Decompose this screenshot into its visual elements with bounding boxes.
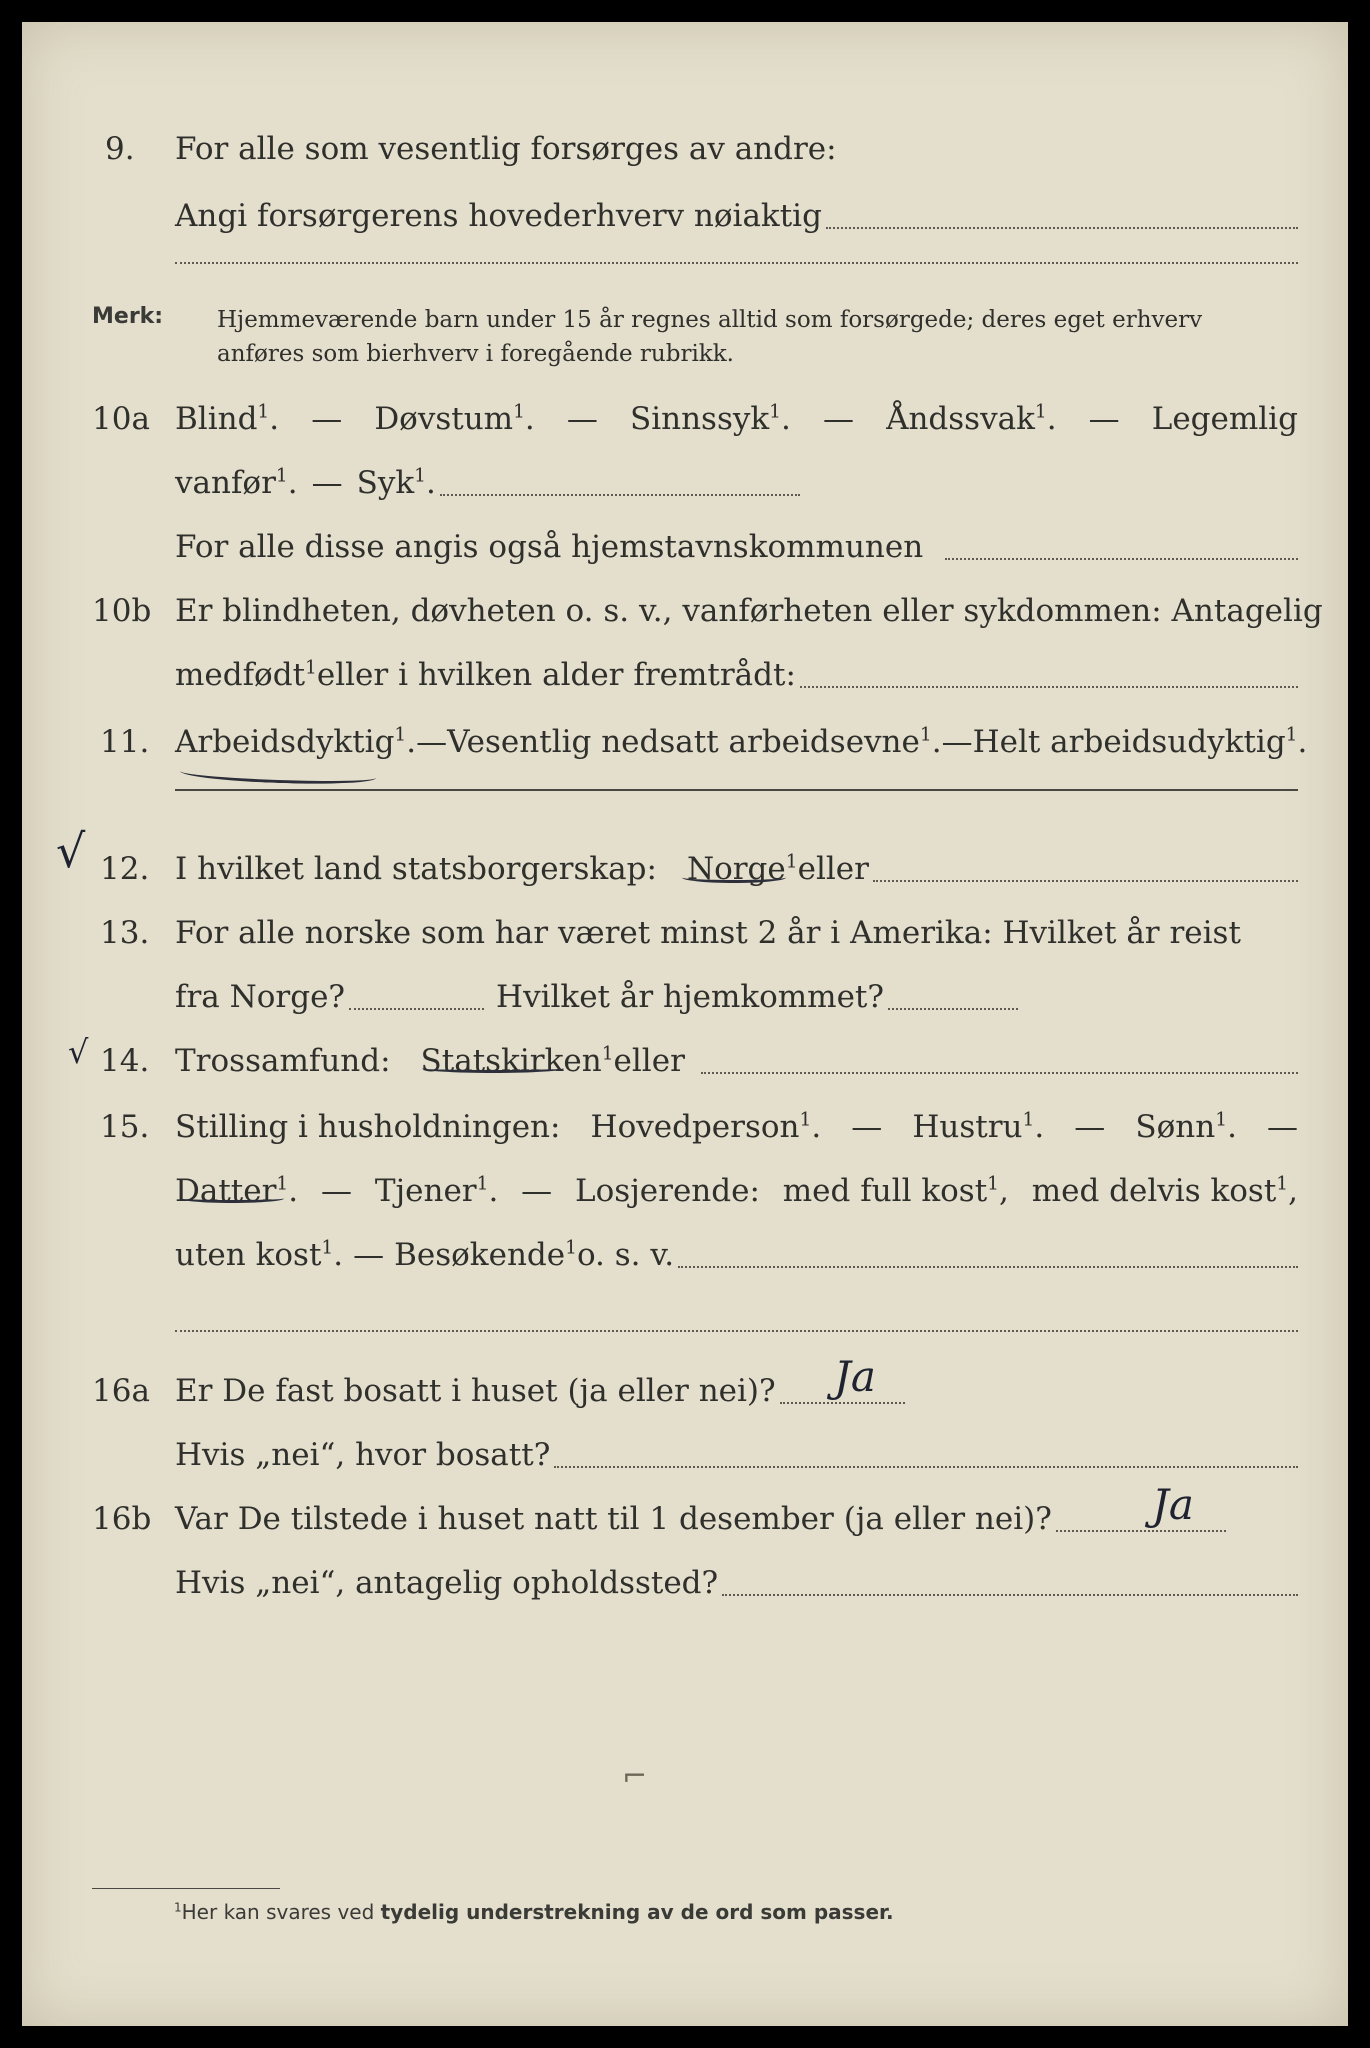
question-number: 16b bbox=[92, 1501, 152, 1537]
handwritten-underline bbox=[422, 1064, 564, 1073]
answer-blank[interactable] bbox=[888, 1008, 1018, 1010]
option-tjener: Tjener$^1$. bbox=[374, 1173, 499, 1209]
option-uten-kost: uten kost$^1$. bbox=[175, 1237, 344, 1273]
option-vanfor: vanfør$^1$. bbox=[175, 465, 298, 501]
question-number: 16a bbox=[92, 1373, 150, 1409]
note-text-line-2: anføres som bierhverv i foregående rubrikk. bbox=[217, 341, 734, 367]
question-text: Er blindheten, døvheten o. s. v., vanførheten eller sykdommen: Antagelig bbox=[175, 593, 1323, 629]
footnote: $^1$Her kan svares ved tydelig understrekning av de ord som passer. bbox=[174, 1900, 894, 1924]
answer-blank[interactable] bbox=[945, 558, 1298, 560]
question-number: 12. bbox=[100, 851, 150, 887]
check-mark-icon: √ bbox=[56, 824, 86, 878]
answer-blank[interactable] bbox=[678, 1266, 1298, 1268]
option-delvis-kost: med delvis kost$^1$, bbox=[1031, 1173, 1298, 1209]
question-number: 10a bbox=[92, 401, 150, 437]
question-15-line-1 bbox=[22, 1100, 1348, 1154]
question-text: For alle som vesentlig forsørges av andre: bbox=[175, 131, 837, 167]
handwritten-answer: Ja bbox=[834, 1352, 876, 1401]
question-number: 15. bbox=[100, 1109, 150, 1145]
option-helt-arbeidsudyktig: Helt arbeidsudyktig$^1$. bbox=[972, 724, 1308, 760]
question-13-line-1 bbox=[22, 906, 1348, 960]
question-text: Hvis „nei“, antagelig opholdssted? bbox=[175, 1565, 719, 1601]
footnote-rule bbox=[92, 1888, 280, 1889]
question-15-line-2 bbox=[22, 1164, 1348, 1218]
question-number: 13. bbox=[100, 915, 150, 951]
option-arbeidsdyktig: Arbeidsdyktig$^1$. bbox=[175, 724, 417, 760]
answer-blank[interactable] bbox=[826, 227, 1298, 229]
dash: — bbox=[941, 724, 973, 760]
question-9-line-2 bbox=[22, 189, 1348, 243]
answer-blank[interactable] bbox=[440, 494, 800, 496]
option-besokende: Besøkende$^1$ bbox=[394, 1237, 577, 1273]
dash: — bbox=[521, 1173, 553, 1209]
dash: — bbox=[851, 1109, 883, 1145]
question-text: fra Norge? bbox=[175, 979, 346, 1015]
option-syk: Syk$^1$. bbox=[356, 465, 436, 501]
question-text: I hvilket land statsborgerskap: bbox=[175, 851, 657, 887]
dash: — bbox=[311, 465, 343, 501]
option-datter: Datter$^1$. bbox=[175, 1173, 299, 1209]
question-16a-line-2 bbox=[22, 1428, 1348, 1482]
question-text: eller bbox=[797, 851, 869, 887]
question-text: For alle norske som har været minst 2 år i Amerika: Hvilket år reist bbox=[175, 915, 1241, 951]
dash: — bbox=[353, 1237, 385, 1273]
answer-blank[interactable] bbox=[722, 1594, 1298, 1596]
question-10a-line-2 bbox=[22, 456, 1348, 510]
answer-blank[interactable] bbox=[554, 1466, 1298, 1468]
option-legemlig: Legemlig bbox=[1151, 401, 1298, 437]
question-text: Trossamfund: bbox=[175, 1043, 391, 1079]
dash: — bbox=[822, 401, 854, 437]
note-label: Merk: bbox=[92, 304, 164, 329]
option-hovedperson: Hovedperson$^1$. bbox=[590, 1109, 822, 1145]
section-rule bbox=[175, 789, 1298, 791]
question-10b-line-2 bbox=[22, 648, 1348, 702]
question-text: o. s. v. bbox=[576, 1237, 675, 1273]
question-number: 14. bbox=[100, 1043, 150, 1079]
option-losjerende: Losjerende: bbox=[575, 1173, 760, 1209]
check-mark-icon: √ bbox=[68, 1033, 89, 1071]
question-text: Er De fast bosatt i huset (ja eller nei)? bbox=[175, 1373, 776, 1409]
question-9-line-1 bbox=[22, 122, 1348, 176]
question-text: eller bbox=[613, 1043, 685, 1079]
dash: — bbox=[311, 401, 343, 437]
question-number: 10b bbox=[92, 593, 152, 629]
question-13-line-2 bbox=[22, 970, 1348, 1024]
option-medfodt: medfødt$^1$ bbox=[175, 657, 317, 693]
answer-blank[interactable] bbox=[780, 1402, 905, 1404]
dash: — bbox=[1088, 401, 1120, 437]
dash: — bbox=[1267, 1109, 1298, 1145]
question-16b-line-1 bbox=[22, 1492, 1348, 1546]
question-15-line-3 bbox=[22, 1228, 1348, 1282]
question-text: Angi forsørgerens hovederhverv nøiaktig bbox=[175, 198, 822, 234]
option-sinnssyk: Sinnssyk$^1$. bbox=[629, 401, 791, 437]
question-10a-line-3 bbox=[22, 520, 1348, 574]
dash: — bbox=[566, 401, 598, 437]
answer-blank-rule[interactable] bbox=[175, 1330, 1298, 1332]
question-14-line bbox=[22, 1034, 1348, 1088]
question-text: Hvilket år hjemkommet? bbox=[496, 979, 885, 1015]
dash: — bbox=[1074, 1109, 1106, 1145]
question-10a-line-1 bbox=[22, 392, 1348, 446]
question-12-line bbox=[22, 842, 1348, 896]
option-full-kost: med full kost$^1$, bbox=[782, 1173, 1009, 1209]
option-andssvak: Åndssvak$^1$. bbox=[886, 401, 1057, 437]
answer-blank[interactable] bbox=[873, 880, 1298, 882]
answer-blank-rule[interactable] bbox=[175, 262, 1298, 264]
question-text: Var De tilstede i huset natt til 1 desember (ja eller nei)? bbox=[175, 1501, 1052, 1537]
question-number: 9. bbox=[105, 131, 135, 167]
handwritten-answer: Ja bbox=[1152, 1480, 1194, 1529]
handwritten-underline bbox=[180, 1194, 284, 1203]
question-label: Stilling i husholdningen: bbox=[175, 1109, 561, 1145]
question-text: Hvis „nei“, hvor bosatt? bbox=[175, 1437, 551, 1473]
option-statskirken: Statskirken$^1$ bbox=[420, 1043, 614, 1079]
question-10b-line-1 bbox=[22, 584, 1348, 638]
handwritten-underline bbox=[682, 872, 786, 883]
question-16a-line-1 bbox=[22, 1364, 1348, 1418]
note-text-line-1: Hjemmeværende barn under 15 år regnes alltid som forsørgede; deres eget erhverv bbox=[217, 307, 1203, 333]
answer-blank[interactable] bbox=[800, 686, 1298, 688]
option-dovstum: Døvstum$^1$. bbox=[374, 401, 535, 437]
census-form-page bbox=[22, 22, 1348, 2026]
option-blind: Blind$^1$. bbox=[175, 401, 280, 437]
dash: — bbox=[416, 724, 448, 760]
answer-blank[interactable] bbox=[349, 1008, 484, 1010]
question-text: For alle disse angis også hjemstavnskommunen bbox=[175, 529, 924, 565]
option-vesentlig-nedsatt: Vesentlig nedsatt arbeidsevne$^1$. bbox=[447, 724, 942, 760]
question-text: eller i hvilken alder fremtrådt: bbox=[316, 657, 796, 693]
answer-blank[interactable] bbox=[701, 1072, 1298, 1074]
option-hustru: Hustru$^1$. bbox=[912, 1109, 1045, 1145]
option-sonn: Sønn$^1$. bbox=[1135, 1109, 1237, 1145]
question-number: 11. bbox=[100, 724, 150, 760]
answer-blank[interactable] bbox=[1056, 1530, 1226, 1532]
question-16b-line-2 bbox=[22, 1556, 1348, 1610]
dash: — bbox=[320, 1173, 352, 1209]
question-11-line bbox=[22, 715, 1348, 769]
option-norge: Norge$^1$ bbox=[686, 851, 798, 887]
pencil-mark-icon: ⌐ bbox=[622, 1759, 648, 1794]
